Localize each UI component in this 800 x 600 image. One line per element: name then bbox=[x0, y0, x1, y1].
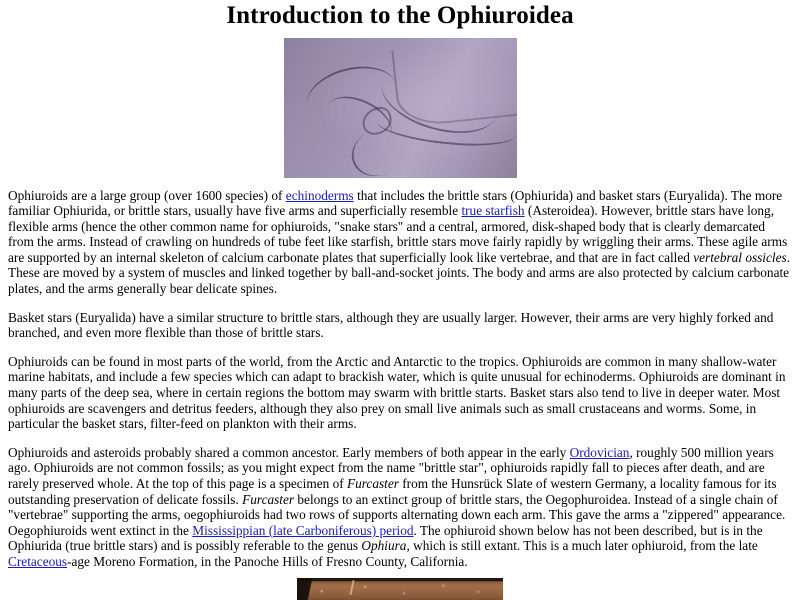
page-title: Introduction to the Ophiuroidea bbox=[226, 2, 574, 29]
link-echinoderms[interactable]: echinoderms bbox=[285, 187, 354, 203]
paragraph-overview bbox=[0, 188, 800, 297]
text-run: Ophiuroids and asteroids probably shared a common ancestor. Early members of both appear in the early bbox=[8, 444, 570, 460]
text-run: that includes the brittle stars (Ophiurida) and basket stars (Euryalida). The more familiar Ophiurida, or brittle stars, usually have five arms and superficially resemble bbox=[8, 187, 783, 219]
paragraph-basket-stars bbox=[0, 310, 800, 341]
link-ordovician[interactable]: Ordovician bbox=[569, 444, 630, 460]
genus-furcaster: Furcaster bbox=[346, 476, 399, 491]
text-run: , which is still extant. This is a much later ophiuroid, from the late bbox=[406, 538, 758, 554]
text-run: Ophiuroids can be found in most parts of the world, from the Arctic and Antarctic to the tropics. Ophiuroids are common in many shallow-water marine habitats, and include a few species which can adapt to brackish water, which is quite unusual for echinoderms. Ophiuroids are dominant in many parts of the deep sea, where in certain regions the bottom may swarm with brittle starts. Basket stars also tend to live in deeper water. Most ophiuroids are scavengers and detritus feeders, although they also prey on small live animals such as small crustaceans and worms. Some, in particular the basket stars, filter-feed on plankton with their arms. bbox=[8, 353, 786, 432]
genus-ophiura: Ophiura bbox=[361, 538, 407, 554]
fossil-image-furcaster bbox=[284, 38, 517, 178]
text-run: Basket stars (Euryalida) have a similar structure to brittle stars, although they are usually larger. However, their arms are very highly forked and branched, and even more flexible than those of brittle stars. bbox=[8, 309, 774, 341]
link-true-starfish[interactable]: true starfish bbox=[461, 203, 525, 219]
fossil-image-ophiura bbox=[297, 578, 503, 600]
page-container bbox=[0, 2, 800, 600]
text-run: belongs to an extinct group of brittle stars, the Oegophuroidea. Instead of a single chain of "vertebrae" supporting the arms, oegophiuroids had two rows of supports alternating down each arm. This gave the arms a "zippered" appearance. Oegophiuroids went extinct in the bbox=[8, 491, 786, 538]
paragraph-fossil-record bbox=[0, 445, 800, 570]
link-cretaceous[interactable]: Cretaceous bbox=[8, 553, 68, 569]
text-run: , roughly 500 million years ago. Ophiuroids are not common fossils; as you might expect from the name "brittle star", ophiuroids rapidly fall to pieces after death, and are rarely preserved whole. At the top of this page is a specimen of bbox=[8, 444, 774, 491]
text-run: . The ophiuroid shown below has not been described, but is in the Ophiurida (true brittle stars) and is possibly referable to the genus bbox=[8, 522, 763, 554]
text-run: -age Moreno Formation, in the Panoche Hills of Fresno County, California. bbox=[67, 553, 468, 569]
term-vertebral-ossicles: vertebral ossicles bbox=[693, 249, 787, 265]
figure-bottom bbox=[0, 578, 800, 600]
text-run: Ophiuroids are a large group (over 1600 species) of bbox=[8, 187, 286, 203]
text-run: . These are moved by a system of muscles and linked together by ball-and-socket joints. The body and arms are also protected by calcium carbonate plates, and the arms generally bear delicate spines. bbox=[8, 249, 791, 297]
figure-top bbox=[0, 38, 800, 178]
text-run: from the Hunsrück Slate of western Germany, a locality famous for its outstanding preservation of delicate fossils. bbox=[8, 476, 777, 507]
link-mississippian-period[interactable]: Mississippian (late Carboniferous) period bbox=[192, 522, 414, 538]
fossil-matrix-ridge bbox=[391, 38, 517, 128]
genus-furcaster: Furcaster bbox=[242, 491, 295, 507]
paragraph-distribution bbox=[0, 354, 800, 432]
text-run: (Asteroidea). However, brittle stars have long, flexible arms (hence the other common name for ophiuroids, "snake stars" and a central, armored, disk-shaped body that is clearly demarcated from the arms. Instead of crawling on hundreds of tube feet like starfish, brittle stars move fairly rapidly by wriggling their arms. These agile arms are supported by an internal skeleton of calcium carbonate plates that superficially look like vertebrae, and that are in fact called bbox=[8, 203, 788, 265]
